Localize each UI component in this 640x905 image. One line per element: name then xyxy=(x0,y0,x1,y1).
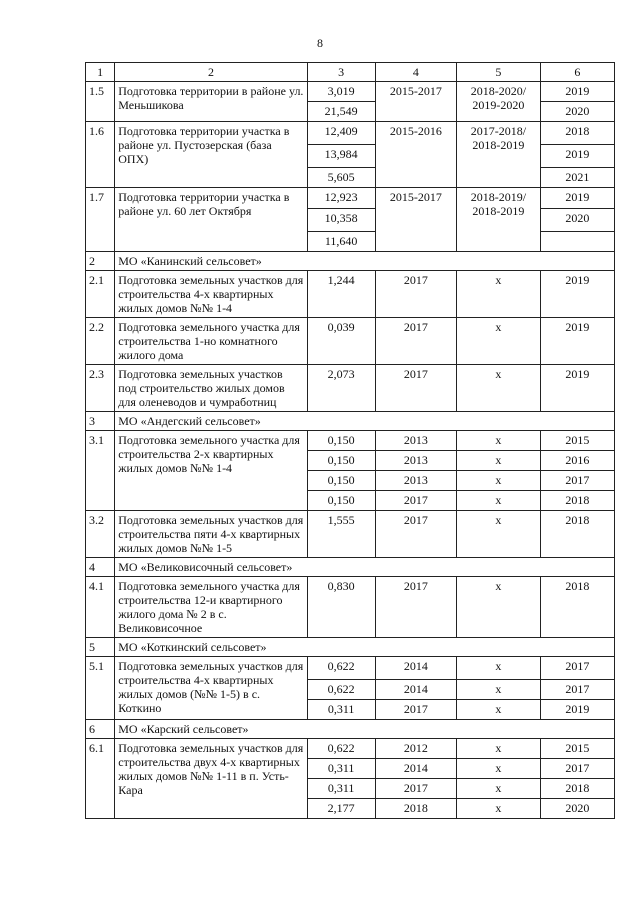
section-title: МО «Андегский сельсовет» xyxy=(115,412,615,431)
section-row xyxy=(86,252,615,271)
years-cell: х xyxy=(457,759,541,779)
page-number: 8 xyxy=(317,36,323,50)
row-name: Подготовка территории участка в районе ул. Пустозерская (база ОПХ) xyxy=(115,122,307,188)
table-row xyxy=(86,577,615,638)
table-row xyxy=(86,739,615,759)
years-cell: х xyxy=(457,365,541,412)
area-cell: 0,622 xyxy=(307,657,375,680)
table-row xyxy=(86,188,615,209)
area-cell: 13,984 xyxy=(307,145,375,168)
section-title: МО «Коткинский сельсовет» xyxy=(115,638,615,657)
years-cell: х xyxy=(457,431,541,451)
area-cell: 0,150 xyxy=(307,491,375,511)
row-number: 4.1 xyxy=(86,577,115,638)
years-cell: 2017-2018/ 2018-2019 xyxy=(457,122,541,188)
area-cell: 0,150 xyxy=(307,431,375,451)
section-number: 3 xyxy=(86,412,115,431)
year-cell: 2019 xyxy=(540,365,614,412)
year-cell: 2019 xyxy=(540,318,614,365)
period-cell: 2014 xyxy=(375,759,457,779)
section-number: 6 xyxy=(86,720,115,739)
year-cell: 2017 xyxy=(540,657,614,680)
row-name: Подготовка земельных участков для строительства двух 4-х квартирных жилых домов №№ 1-11 в п. Усть-Кара xyxy=(115,739,307,819)
row-number: 3.1 xyxy=(86,431,115,511)
header-cell: 3 xyxy=(307,63,375,82)
section-number: 5 xyxy=(86,638,115,657)
row-number: 1.6 xyxy=(86,122,115,188)
header-cell: 2 xyxy=(115,63,307,82)
year-cell: 2020 xyxy=(540,209,614,232)
period-cell: 2017 xyxy=(375,318,457,365)
area-cell: 21,549 xyxy=(307,102,375,122)
table-row xyxy=(86,82,615,102)
year-cell: 2018 xyxy=(540,779,614,799)
years-cell: х xyxy=(457,680,541,700)
years-cell: х xyxy=(457,779,541,799)
years-cell: х xyxy=(457,451,541,471)
area-cell: 5,605 xyxy=(307,168,375,188)
period-cell: 2017 xyxy=(375,511,457,558)
table-row xyxy=(86,657,615,680)
years-cell: х xyxy=(457,491,541,511)
header-cell: 6 xyxy=(540,63,614,82)
table-row xyxy=(86,271,615,318)
period-cell: 2017 xyxy=(375,779,457,799)
year-cell: 2019 xyxy=(540,188,614,209)
year-cell: 2018 xyxy=(540,122,614,145)
row-name: Подготовка земельного участка для строительства 2-х квартирных жилых домов №№ 1-4 xyxy=(115,431,307,511)
area-cell: 3,019 xyxy=(307,82,375,102)
period-cell: 2013 xyxy=(375,471,457,491)
year-cell: 2017 xyxy=(540,759,614,779)
area-cell: 12,409 xyxy=(307,122,375,145)
row-number: 3.2 xyxy=(86,511,115,558)
row-name: Подготовка земельного участка для строительства 12-и квартирного жилого дома № 2 в с. Великовисочное xyxy=(115,577,307,638)
row-name: Подготовка земельных участков под строительство жилых домов для оленеводов и чумработниц xyxy=(115,365,307,412)
years-cell: х xyxy=(457,577,541,638)
period-cell: 2017 xyxy=(375,700,457,720)
area-cell: 0,311 xyxy=(307,700,375,720)
year-cell: 2015 xyxy=(540,739,614,759)
area-cell: 11,640 xyxy=(307,232,375,252)
area-cell: 2,177 xyxy=(307,799,375,819)
section-title: МО «Великовисочный сельсовет» xyxy=(115,558,615,577)
years-cell: х xyxy=(457,271,541,318)
year-cell: 2020 xyxy=(540,799,614,819)
row-number: 6.1 xyxy=(86,739,115,819)
years-cell: х xyxy=(457,799,541,819)
row-number: 2.1 xyxy=(86,271,115,318)
row-name: Подготовка земельного участка для строительства 1-но комнатного жилого дома xyxy=(115,318,307,365)
area-cell: 0,150 xyxy=(307,471,375,491)
area-cell: 1,244 xyxy=(307,271,375,318)
table-row xyxy=(86,431,615,451)
period-cell: 2017 xyxy=(375,365,457,412)
table-row xyxy=(86,365,615,412)
row-name: Подготовка территории в районе ул. Меньшикова xyxy=(115,82,307,122)
row-name: Подготовка земельных участков для строительства 4-х квартирных жилых домов №№ 1-4 xyxy=(115,271,307,318)
area-cell: 12,923 xyxy=(307,188,375,209)
year-cell: 2018 xyxy=(540,577,614,638)
section-row xyxy=(86,638,615,657)
table-header-row xyxy=(86,63,615,82)
year-cell: 2020 xyxy=(540,102,614,122)
row-name: Подготовка земельных участков для строительства пяти 4-х квартирных жилых домов №№ 1-5 xyxy=(115,511,307,558)
table-row xyxy=(86,511,615,558)
years-cell: х xyxy=(457,318,541,365)
year-cell: 2021 xyxy=(540,168,614,188)
years-cell: х xyxy=(457,511,541,558)
years-cell: х xyxy=(457,739,541,759)
year-cell: 2015 xyxy=(540,431,614,451)
table-row xyxy=(86,122,615,145)
year-cell: 2018 xyxy=(540,491,614,511)
year-cell: 2018 xyxy=(540,511,614,558)
year-cell: 2017 xyxy=(540,680,614,700)
header-cell: 1 xyxy=(86,63,115,82)
area-cell: 2,073 xyxy=(307,365,375,412)
period-cell: 2018 xyxy=(375,799,457,819)
area-cell: 0,039 xyxy=(307,318,375,365)
period-cell: 2013 xyxy=(375,451,457,471)
period-cell: 2015-2016 xyxy=(375,122,457,188)
area-cell: 0,311 xyxy=(307,779,375,799)
period-cell: 2012 xyxy=(375,739,457,759)
area-cell: 1,555 xyxy=(307,511,375,558)
years-cell: 2018-2020/ 2019-2020 xyxy=(457,82,541,122)
header-cell: 5 xyxy=(457,63,541,82)
row-number: 1.5 xyxy=(86,82,115,122)
row-number: 1.7 xyxy=(86,188,115,252)
years-cell: 2018-2019/ 2018-2019 xyxy=(457,188,541,252)
section-number: 4 xyxy=(86,558,115,577)
row-number: 2.2 xyxy=(86,318,115,365)
year-cell: 2019 xyxy=(540,145,614,168)
period-cell: 2017 xyxy=(375,491,457,511)
period-cell: 2017 xyxy=(375,271,457,318)
section-row xyxy=(86,558,615,577)
period-cell: 2015-2017 xyxy=(375,82,457,122)
years-cell: х xyxy=(457,657,541,680)
header-cell: 4 xyxy=(375,63,457,82)
area-cell: 0,150 xyxy=(307,451,375,471)
year-cell: 2019 xyxy=(540,271,614,318)
section-title: МО «Канинский сельсовет» xyxy=(115,252,615,271)
area-cell: 0,830 xyxy=(307,577,375,638)
section-title: МО «Карский сельсовет» xyxy=(115,720,615,739)
row-name: Подготовка земельных участков для строительства 4-х квартирных жилых домов (№№ 1-5) в с. Коткино xyxy=(115,657,307,720)
area-cell: 10,358 xyxy=(307,209,375,232)
period-cell: 2014 xyxy=(375,680,457,700)
year-cell: 2017 xyxy=(540,471,614,491)
period-cell: 2017 xyxy=(375,577,457,638)
year-cell: 2019 xyxy=(540,82,614,102)
program-table xyxy=(85,62,615,819)
section-row xyxy=(86,412,615,431)
section-row xyxy=(86,720,615,739)
area-cell: 0,311 xyxy=(307,759,375,779)
area-cell: 0,622 xyxy=(307,739,375,759)
year-cell: 2019 xyxy=(540,700,614,720)
period-cell: 2015-2017 xyxy=(375,188,457,252)
table-row xyxy=(86,318,615,365)
row-number: 2.3 xyxy=(86,365,115,412)
row-name: Подготовка территории участка в районе ул. 60 лет Октября xyxy=(115,188,307,252)
year-cell-empty xyxy=(540,232,614,252)
area-cell: 0,622 xyxy=(307,680,375,700)
period-cell: 2014 xyxy=(375,657,457,680)
year-cell: 2016 xyxy=(540,451,614,471)
years-cell: х xyxy=(457,471,541,491)
years-cell: х xyxy=(457,700,541,720)
row-number: 5.1 xyxy=(86,657,115,720)
period-cell: 2013 xyxy=(375,431,457,451)
section-number: 2 xyxy=(86,252,115,271)
